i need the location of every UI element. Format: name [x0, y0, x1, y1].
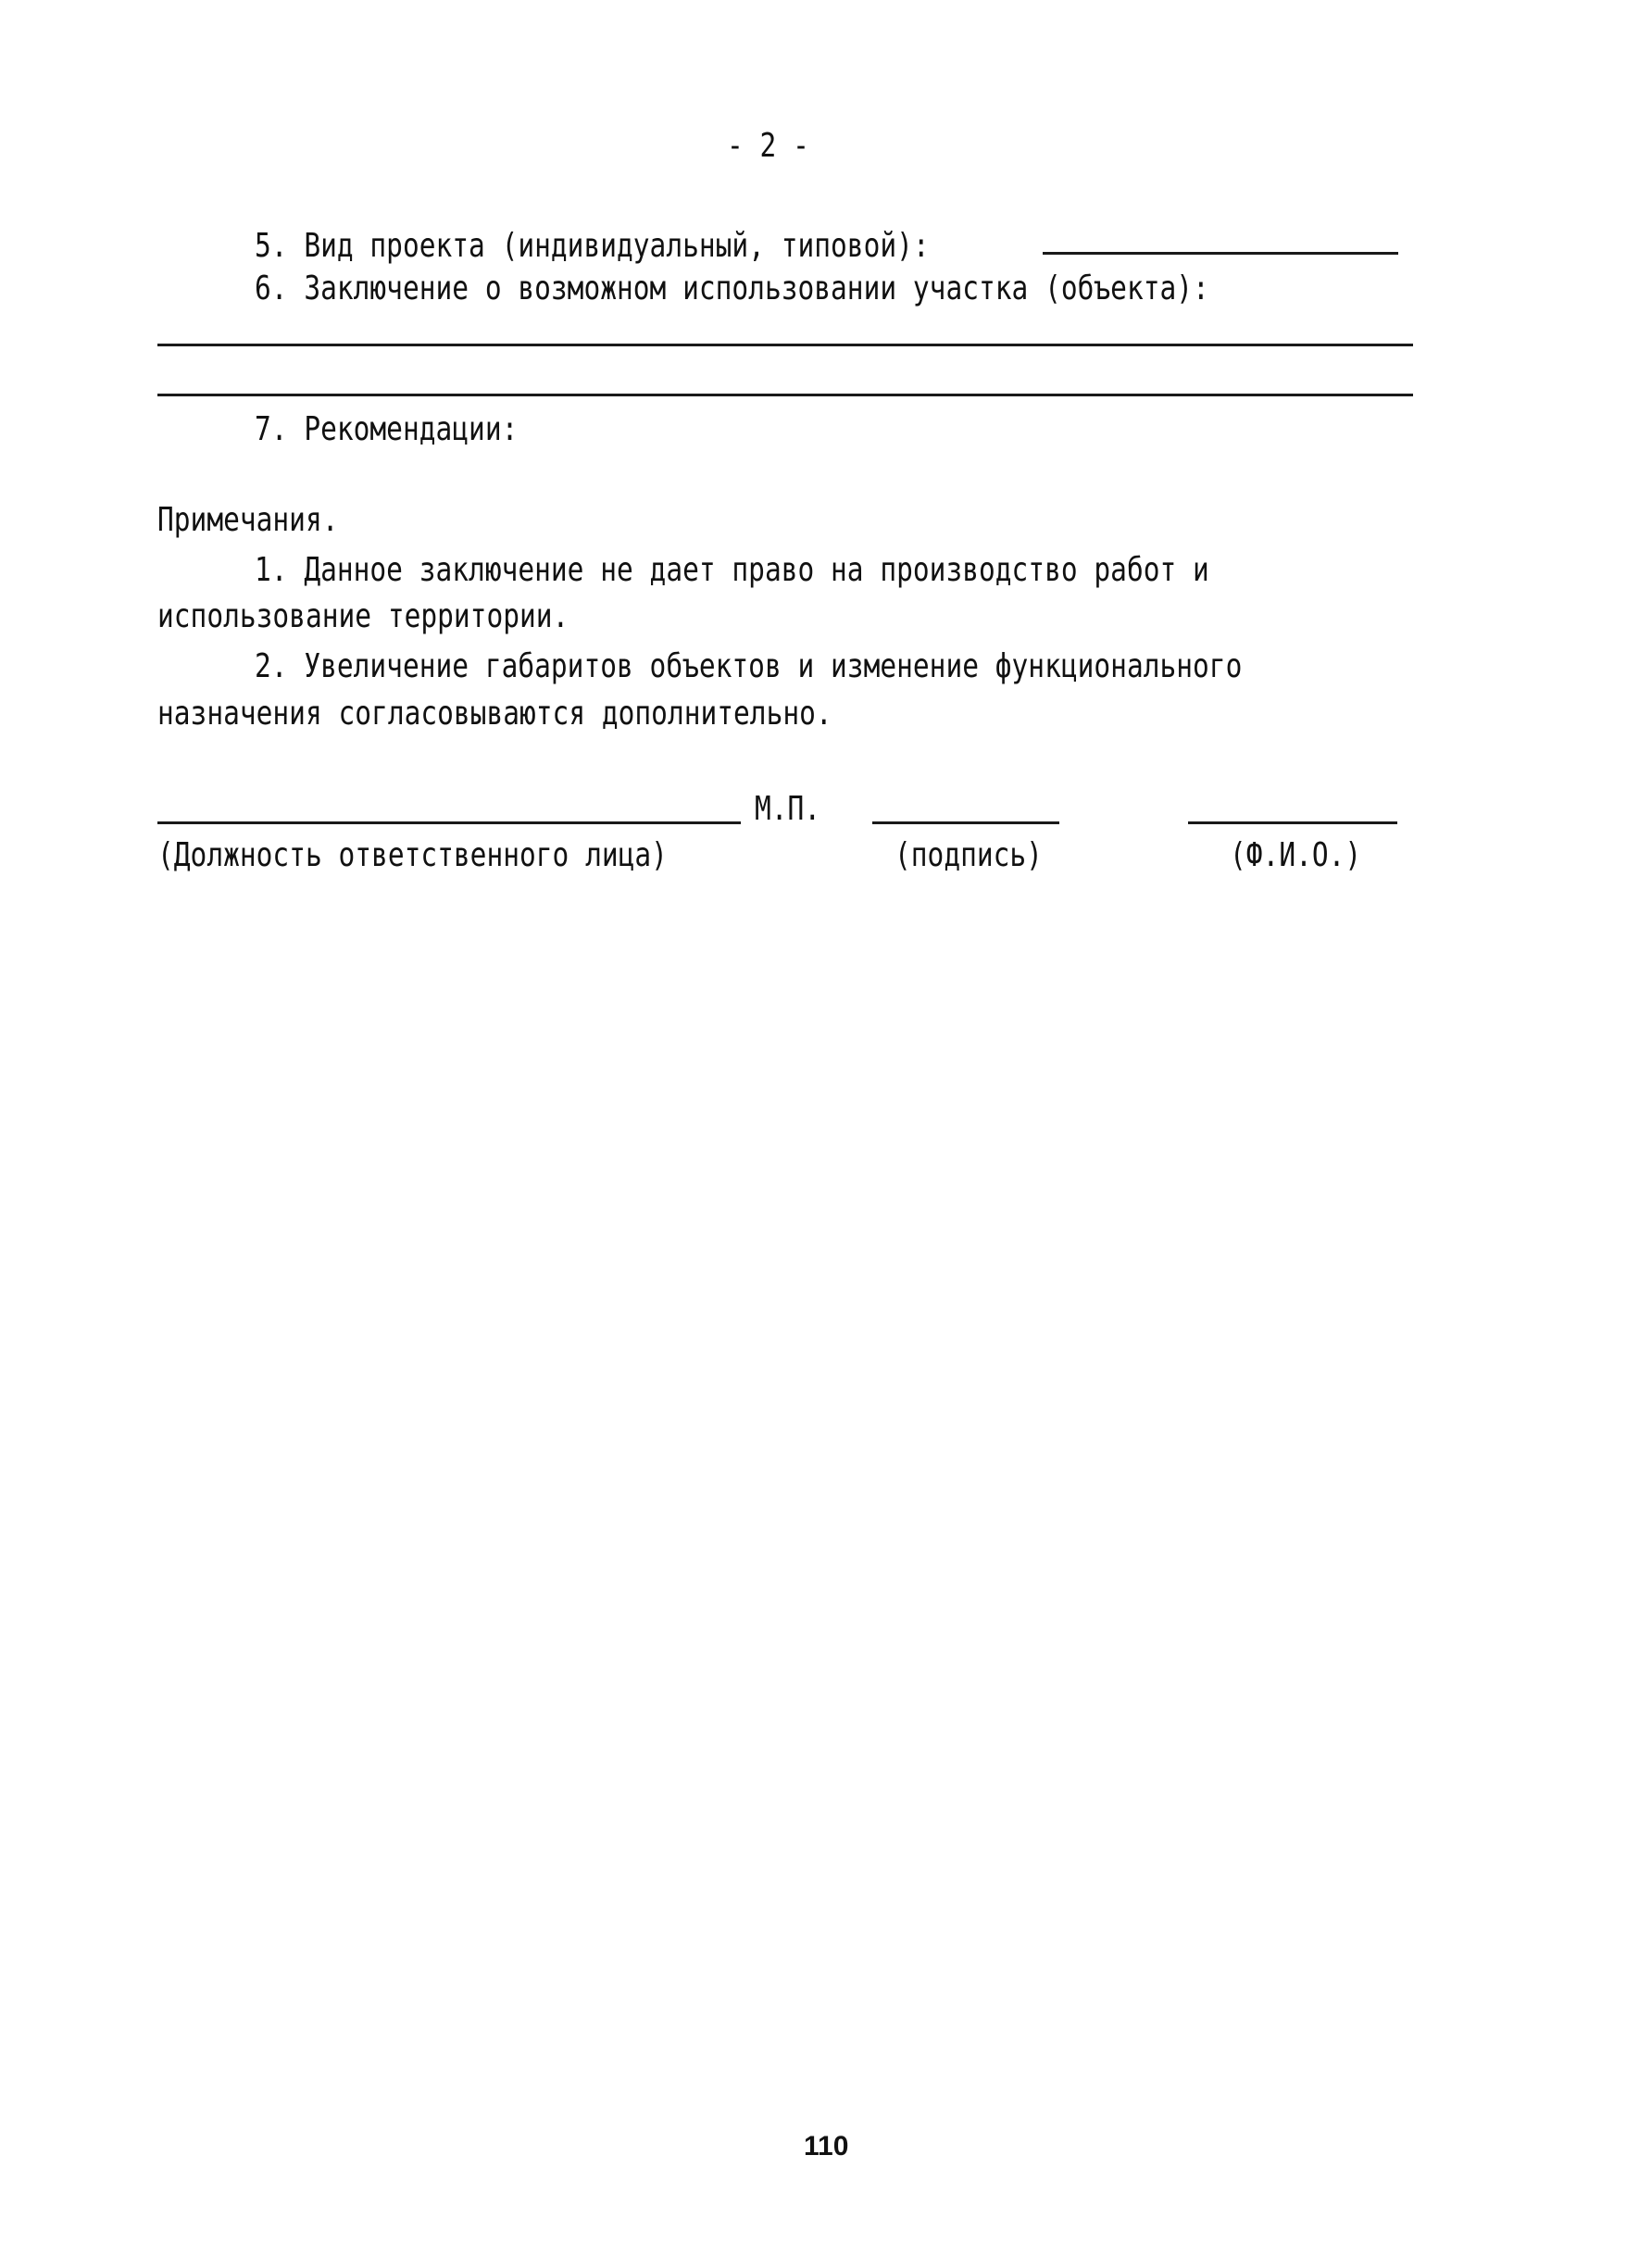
stamp-label: М.П.	[755, 790, 821, 828]
note-2-line-2: назначения согласовываются дополнительно.	[157, 695, 832, 733]
name-line	[1188, 821, 1397, 824]
note-1-line-1: 1. Данное заключение не дает право на производство работ и	[255, 551, 1209, 589]
item-6-blank-line-1	[157, 344, 1413, 346]
position-caption: (Должность ответственного лица)	[157, 836, 668, 874]
signature-caption: (подпись)	[895, 836, 1043, 874]
item-5-blank-line	[1043, 252, 1398, 255]
note-2-line-1: 2. Увеличение габаритов объектов и изменение функционального	[255, 647, 1243, 685]
page-number: 110	[804, 2131, 849, 2161]
position-signature-line	[157, 821, 741, 824]
notes-heading: Примечания.	[157, 501, 339, 539]
item-5-label: 5. Вид проекта (индивидуальный, типовой):	[255, 227, 930, 265]
item-7-label: 7. Рекомендации:	[255, 410, 519, 448]
page-marker: - 2 -	[727, 127, 809, 165]
item-6-blank-line-2	[157, 394, 1413, 396]
note-1-line-2: использование территории.	[157, 597, 569, 635]
item-6-label: 6. Заключение о возможном использовании участка (объекта):	[255, 269, 1209, 307]
name-caption: (Ф.И.О.)	[1230, 836, 1362, 874]
signature-line	[872, 821, 1059, 824]
